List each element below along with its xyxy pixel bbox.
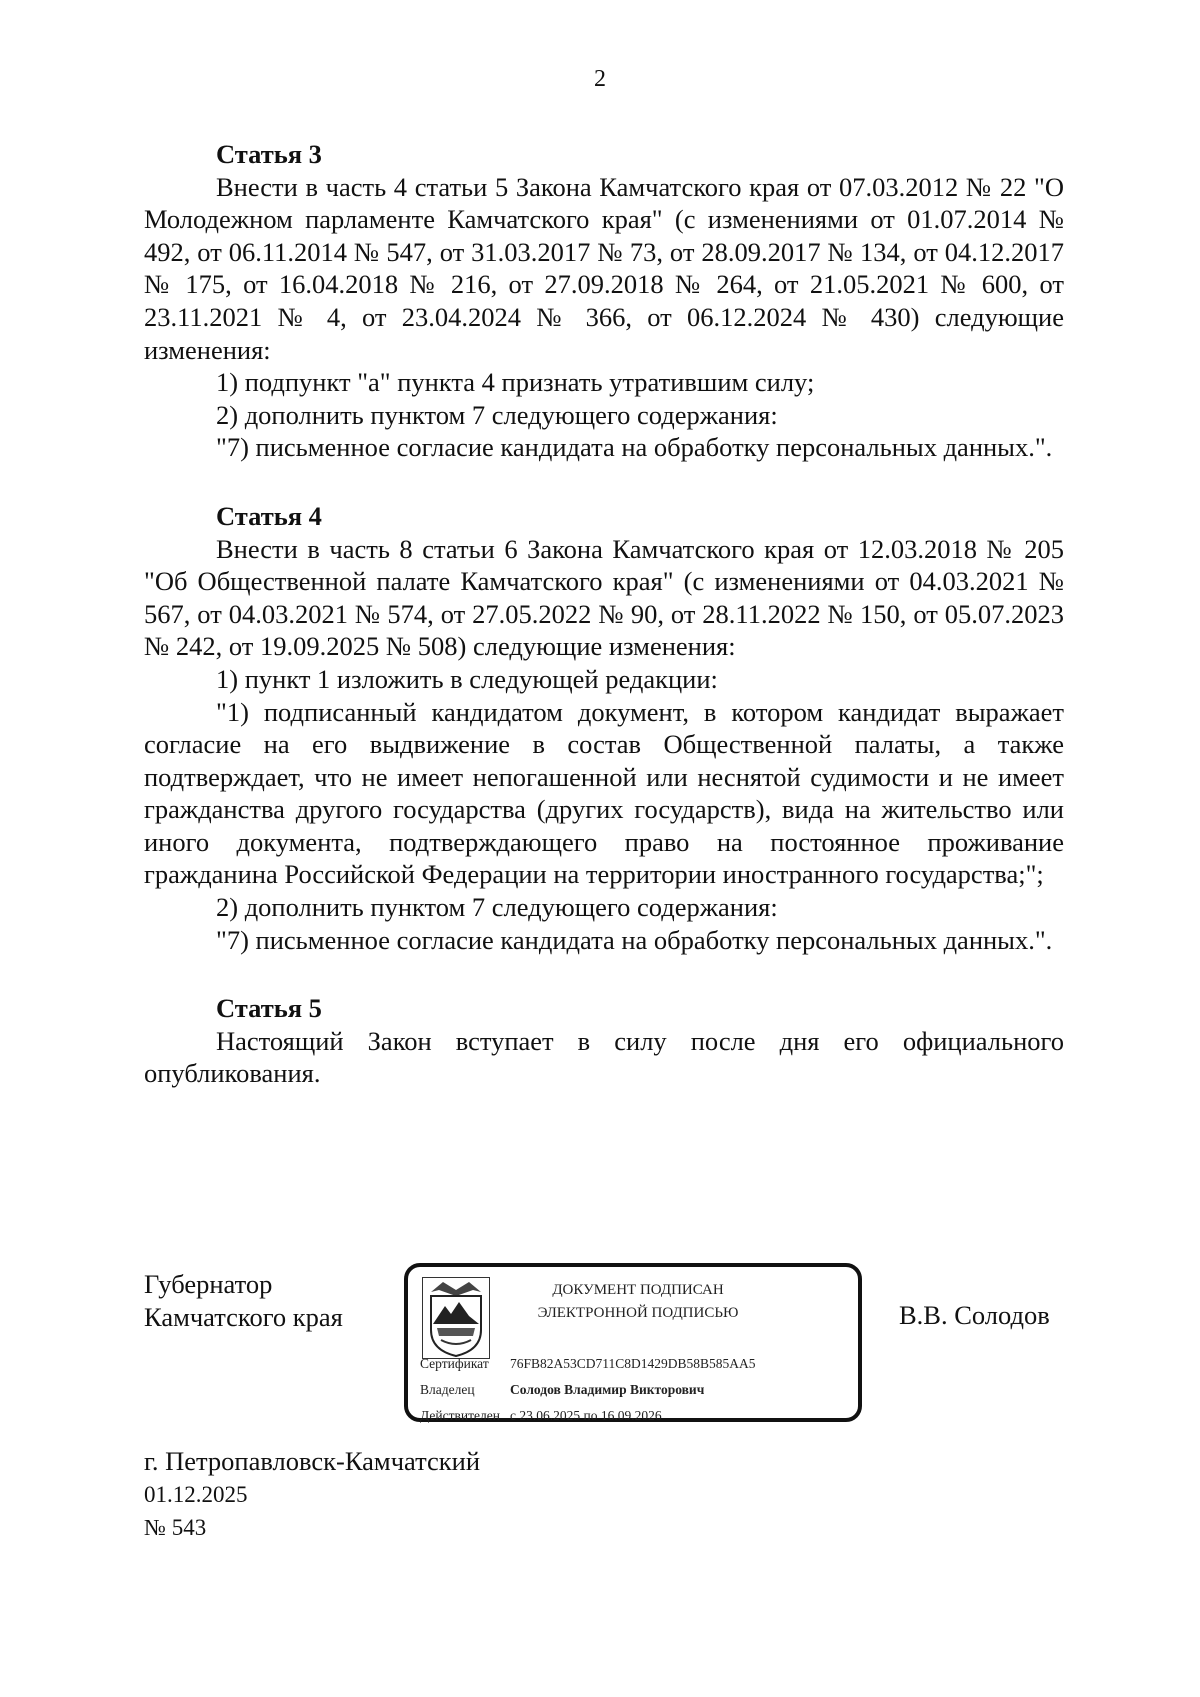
position-line: Губернатор xyxy=(144,1269,273,1299)
validity-row xyxy=(420,1403,756,1429)
article-paragraph: Внести в часть 4 статьи 5 Закона Камчатского края от 07.03.2012 № 22 "О Молодежном парламенте Камчатского края" (с изменениями от 01.07.2014 № 492, от 06.11.2014 № 547, от 31.03.2017 № 73, от 28.09.2017 № 134, от 04.12.2017 № 175, от 16.04.2018 № 216, от 27.09.2018 № 264, от 21.05.2021 № 600, от 23.11.2021 № 4, от 23.04.2024 № 366, от 06.12.2024 № 430) следующие изменения: xyxy=(144,171,1064,365)
article-paragraph: 2) дополнить пунктом 7 следующего содержания: xyxy=(216,399,778,430)
stamp-details xyxy=(420,1351,756,1429)
position-line: Камчатского края xyxy=(144,1302,343,1332)
article-4 xyxy=(144,500,1064,956)
article-title: Статья 4 xyxy=(216,500,322,531)
article-paragraph: 2) дополнить пунктом 7 следующего содержания: xyxy=(216,892,778,923)
document-body xyxy=(144,138,1064,1126)
article-3 xyxy=(144,138,1064,464)
document-date: 01.12.2025 xyxy=(144,1482,248,1507)
stamp-heading xyxy=(518,1279,758,1325)
signatory-position xyxy=(144,1268,343,1334)
certificate-label: Сертификат xyxy=(420,1356,489,1371)
owner-label: Владелец xyxy=(420,1382,475,1397)
validity-value: с 23.06.2025 по 16.09.2026 xyxy=(510,1408,662,1423)
stamp-heading-line: ДОКУМЕНТ ПОДПИСАН xyxy=(552,1282,724,1298)
owner-value: Солодов Владимир Викторович xyxy=(510,1382,705,1397)
article-title: Статья 3 xyxy=(216,139,322,169)
article-title: Статья 5 xyxy=(216,993,322,1024)
article-paragraph: "7) письменное согласие кандидата на обработку персональных данных.". xyxy=(216,924,1053,955)
article-paragraph: "7) письменное согласие кандидата на обработку персональных данных.". xyxy=(216,432,1053,463)
article-paragraph: Настоящий Закон вступает в силу после дня его официального опубликования. xyxy=(144,1025,1064,1089)
article-5 xyxy=(144,992,1064,1090)
article-paragraph: "1) подписанный кандидатом документ, в котором кандидат выражает согласие на его выдвижение в состав Общественной палаты, а также подтверждает, что не имеет непогашенной или неснятой судимости и не имеет гражданства другого государства (других государств), вида на жительство или иного документа, подтверждающего право на постоянное проживание гражданина Российской Федерации на территории иностранного государства;"; xyxy=(144,696,1064,890)
certificate-row xyxy=(420,1351,756,1377)
signatory-name: В.В. Солодов xyxy=(899,1300,1050,1330)
electronic-signature-stamp xyxy=(404,1263,862,1422)
owner-row xyxy=(420,1377,756,1403)
kamchatka-emblem-icon xyxy=(422,1277,490,1359)
stamp-heading-line: ЭЛЕКТРОННОЙ ПОДПИСЬЮ xyxy=(537,1305,739,1321)
document-footer xyxy=(144,1445,480,1544)
document-number: № 543 xyxy=(144,1515,207,1540)
city: г. Петропавловск-Камчатский xyxy=(144,1446,480,1476)
validity-label: Действителен xyxy=(420,1408,500,1423)
article-paragraph: Внести в часть 8 статьи 6 Закона Камчатского края от 12.03.2018 № 205 "Об Общественной палате Камчатского края" (с изменениями от 04.03.2021 № 567, от 04.03.2021 № 574, от 27.05.2022 № 90, от 28.11.2022 № 150, от 05.07.2023 № 242, от 19.09.2025 № 508) следующие изменения: xyxy=(144,533,1064,662)
certificate-value: 76FB82A53CD711C8D1429DB58B585AA5 xyxy=(510,1356,756,1371)
article-paragraph: 1) пункт 1 изложить в следующей редакции: xyxy=(216,663,718,694)
page-number: 2 xyxy=(594,66,606,92)
article-paragraph: 1) подпункт "а" пункта 4 признать утратившим силу; xyxy=(216,367,815,398)
